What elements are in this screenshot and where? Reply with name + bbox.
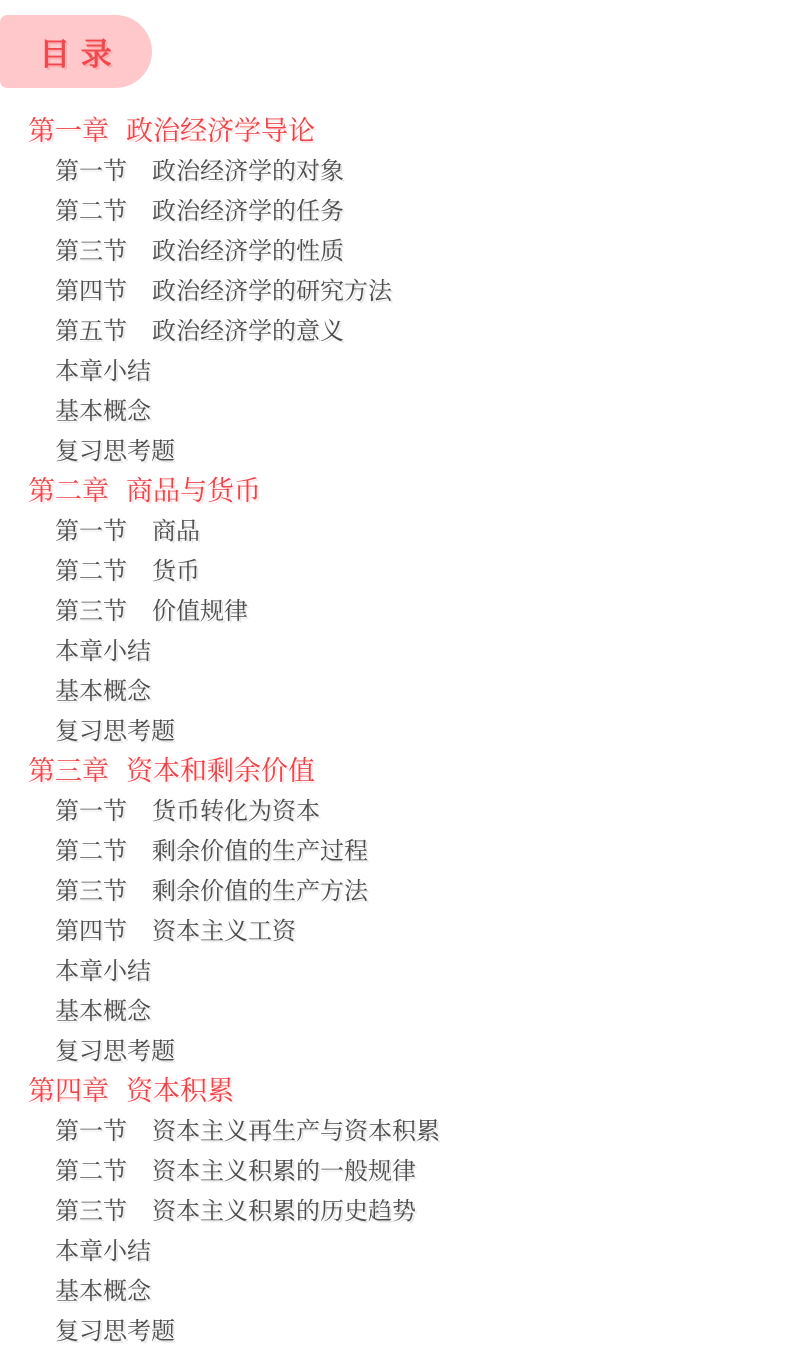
toc-title: 目 录 (39, 37, 113, 72)
section-title: 政治经济学的研究方法 (152, 277, 392, 305)
toc-section-entry[interactable] (0, 828, 790, 868)
toc-section-entry[interactable] (0, 1108, 790, 1148)
chapter-label: 第一章 (28, 115, 109, 146)
toc-section-entry[interactable] (0, 668, 790, 708)
section-label: 第四节 (55, 917, 127, 945)
section-title: 价值规律 (152, 597, 248, 625)
section-title: 基本概念 (55, 1277, 151, 1305)
section-label: 第三节 (55, 877, 127, 905)
toc-section-entry[interactable] (0, 948, 790, 988)
section-title: 本章小结 (55, 357, 151, 385)
toc-section-entry[interactable] (0, 348, 790, 388)
toc-header-badge (0, 15, 152, 88)
toc-section-entry[interactable] (0, 1268, 790, 1308)
section-title: 政治经济学的任务 (152, 197, 344, 225)
toc-section-entry[interactable] (0, 1308, 790, 1347)
section-label: 第四节 (55, 277, 127, 305)
section-title: 基本概念 (55, 997, 151, 1025)
section-title: 基本概念 (55, 397, 151, 425)
toc-section-entry[interactable] (0, 388, 790, 428)
section-title: 政治经济学的性质 (152, 237, 344, 265)
toc-section-entry[interactable] (0, 868, 790, 908)
toc-section-entry[interactable] (0, 1148, 790, 1188)
toc-section-entry[interactable] (0, 508, 790, 548)
toc-section-entry[interactable] (0, 1228, 790, 1268)
section-title: 货币转化为资本 (152, 797, 320, 825)
section-label: 第一节 (55, 797, 127, 825)
toc-list (0, 108, 790, 1347)
toc-chapter-entry[interactable] (0, 748, 790, 788)
toc-section-entry[interactable] (0, 908, 790, 948)
section-title: 复习思考题 (55, 1317, 175, 1345)
section-label: 第五节 (55, 317, 127, 345)
toc-section-entry[interactable] (0, 1188, 790, 1228)
section-title: 政治经济学的对象 (152, 157, 344, 185)
toc-section-entry[interactable] (0, 988, 790, 1028)
section-label: 第一节 (55, 1117, 127, 1145)
chapter-title: 资本积累 (126, 1075, 234, 1106)
toc-section-entry[interactable] (0, 788, 790, 828)
section-title: 资本主义再生产与资本积累 (152, 1117, 440, 1145)
section-label: 第三节 (55, 597, 127, 625)
toc-section-entry[interactable] (0, 428, 790, 468)
toc-chapter-entry[interactable] (0, 108, 790, 148)
toc-section-entry[interactable] (0, 308, 790, 348)
section-title: 剩余价值的生产方法 (152, 877, 368, 905)
toc-chapter-entry[interactable] (0, 1068, 790, 1108)
toc-section-entry[interactable] (0, 588, 790, 628)
toc-section-entry[interactable] (0, 188, 790, 228)
section-label: 第一节 (55, 517, 127, 545)
section-label: 第二节 (55, 1157, 127, 1185)
section-label: 第三节 (55, 237, 127, 265)
section-title: 资本主义积累的一般规律 (152, 1157, 416, 1185)
section-title: 本章小结 (55, 957, 151, 985)
section-title: 复习思考题 (55, 437, 175, 465)
chapter-title: 资本和剩余价值 (126, 755, 315, 786)
section-label: 第二节 (55, 197, 127, 225)
section-title: 本章小结 (55, 637, 151, 665)
section-title: 基本概念 (55, 677, 151, 705)
chapter-title: 政治经济学导论 (126, 115, 315, 146)
section-title: 资本主义积累的历史趋势 (152, 1197, 416, 1225)
section-title: 复习思考题 (55, 717, 175, 745)
toc-section-entry[interactable] (0, 1028, 790, 1068)
toc-chapter-entry[interactable] (0, 468, 790, 508)
section-title: 资本主义工资 (152, 917, 296, 945)
section-title: 政治经济学的意义 (152, 317, 344, 345)
section-label: 第二节 (55, 837, 127, 865)
toc-section-entry[interactable] (0, 628, 790, 668)
section-title: 本章小结 (55, 1237, 151, 1265)
toc-section-entry[interactable] (0, 268, 790, 308)
toc-section-entry[interactable] (0, 708, 790, 748)
section-title: 商品 (152, 517, 200, 545)
section-title: 货币 (152, 557, 200, 585)
chapter-label: 第三章 (28, 755, 109, 786)
chapter-label: 第四章 (28, 1075, 109, 1106)
chapter-title: 商品与货币 (126, 475, 261, 506)
section-label: 第三节 (55, 1197, 127, 1225)
toc-section-entry[interactable] (0, 548, 790, 588)
section-title: 复习思考题 (55, 1037, 175, 1065)
chapter-label: 第二章 (28, 475, 109, 506)
toc-section-entry[interactable] (0, 148, 790, 188)
section-label: 第一节 (55, 157, 127, 185)
toc-section-entry[interactable] (0, 228, 790, 268)
section-label: 第二节 (55, 557, 127, 585)
section-title: 剩余价值的生产过程 (152, 837, 368, 865)
